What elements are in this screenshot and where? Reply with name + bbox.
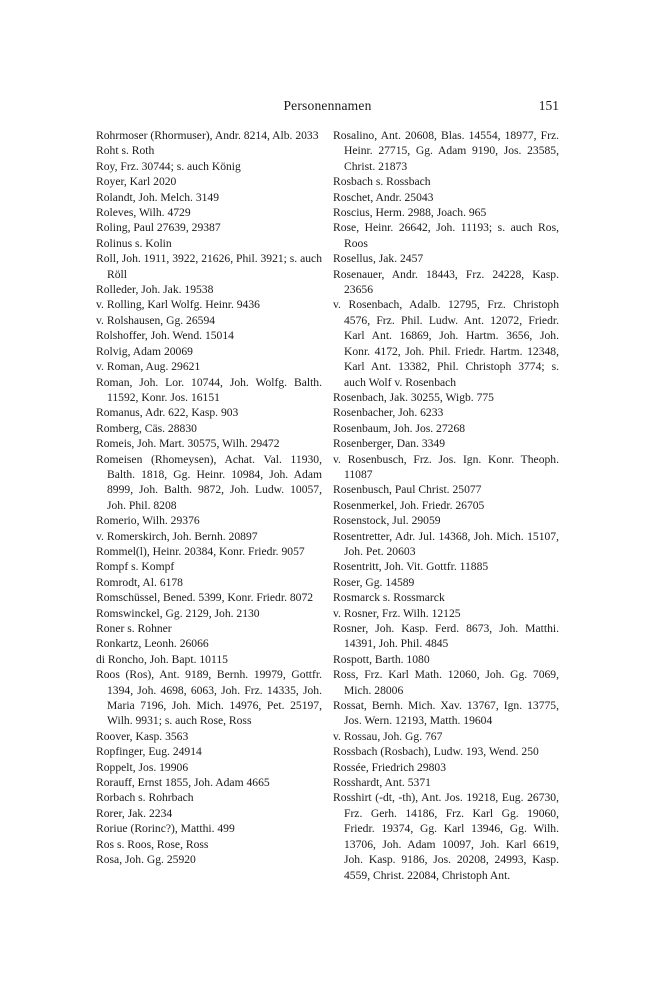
index-entry: v. Rolling, Karl Wolfg. Heinr. 9436 <box>96 298 260 312</box>
index-entry: Rossbach (Rosbach), Ludw. 193, Wend. 250 <box>333 745 539 759</box>
index-entry: di Roncho, Joh. Bapt. 10115 <box>96 652 228 666</box>
index-entry: Rose, Heinr. 26642, Joh. 11193; s. auch Ros, Roos <box>333 221 559 250</box>
index-entry: v. Romerskirch, Joh. Bernh. 20897 <box>96 529 258 543</box>
index-entry: Rosa, Joh. Gg. 25920 <box>96 853 196 867</box>
index-entry: Ros s. Roos, Rose, Ross <box>96 837 209 851</box>
index-entry: Rommel(l), Heinr. 20384, Konr. Friedr. 9057 <box>96 544 305 558</box>
index-entry: Rosenberger, Dan. 3349 <box>333 437 446 451</box>
index-entry: Roover, Kasp. 3563 <box>96 729 189 743</box>
index-entry: Rorauff, Ernst 1855, Joh. Adam 4665 <box>96 776 270 790</box>
index-entry: v. Rolshausen, Gg. 26594 <box>96 313 216 327</box>
index-entry: Rossat, Bernh. Mich. Xav. 13767, Ign. 13775, Jos. Wern. 12193, Matth. 19604 <box>333 699 559 728</box>
index-entry: Rosenbacher, Joh. 6233 <box>333 406 444 420</box>
index-entry: Rosenbach, Jak. 30255, Wigb. 775 <box>333 390 494 404</box>
index-entry: Rosentretter, Adr. Jul. 14368, Joh. Mich. 15107, Joh. Pet. 20603 <box>333 529 559 558</box>
index-entry: Roman, Joh. Lor. 10744, Joh. Wolfg. Balth. 11592, Konr. Jos. 16151 <box>96 375 322 404</box>
index-entry: Rorer, Jak. 2234 <box>96 806 173 820</box>
index-entry: Rosshardt, Ant. 5371 <box>333 776 431 790</box>
index-entry: Ropfinger, Eug. 24914 <box>96 745 202 759</box>
index-entry: Romberg, Cäs. 28830 <box>96 421 197 435</box>
page-header <box>96 98 559 118</box>
index-entry: Rompf s. Kompf <box>96 560 175 574</box>
index-entry: Rolleder, Joh. Jak. 19538 <box>96 283 214 297</box>
index-entry: v. Roman, Aug. 29621 <box>96 360 201 374</box>
index-entry: Rosner, Joh. Kasp. Ferd. 8673, Joh. Matthi. 14391, Joh. Phil. 4845 <box>333 622 559 651</box>
index-entry: Royer, Karl 2020 <box>96 175 177 189</box>
index-entry: Rosenstock, Jul. 29059 <box>333 514 441 528</box>
index-entry: Rosshirt (-dt, -th), Ant. Jos. 19218, Eug. 26730, Frz. Gerh. 14186, Frz. Karl Gg. 19060, Friedr. 19374, Gg. Karl 13946, Gg. Wilh. 13706, Joh. Adam 10097, Joh. Karl 6619, Joh. Kasp. 9186, Jos. 20208, 24993, Kasp. 4559, Christ. 22084, Christoph Ant. <box>333 791 559 882</box>
index-entry: Roscius, Herm. 2988, Joach. 965 <box>333 206 487 220</box>
index-entry: Rospott, Barth. 1080 <box>333 652 430 666</box>
index-entry: Roht s. Roth <box>96 144 155 158</box>
index-entry: Romeisen (Rhomeysen), Achat. Val. 11930, Balth. 1818, Gg. Heinr. 10984, Joh. Adam 8999, Joh. Balth. 9872, Joh. Ludw. 10057, Joh. Phil. 8208 <box>96 452 322 512</box>
page-number: 151 <box>538 98 559 113</box>
index-entry: Roling, Paul 27639, 29387 <box>96 221 221 235</box>
index-entry: Rohrmoser (Rhormuser), Andr. 8214, Alb. 2033 <box>96 129 319 142</box>
index-entry: Roriue (Rorinc?), Matthi. 499 <box>96 822 235 836</box>
index-entry: Romanus, Adr. 622, Kasp. 903 <box>96 406 239 420</box>
index-entry: Rosenmerkel, Joh. Friedr. 26705 <box>333 498 485 512</box>
index-entry: Ross, Frz. Karl Math. 12060, Joh. Gg. 7069, Mich. 28006 <box>333 668 559 697</box>
index-entry: Ronkartz, Leonh. 26066 <box>96 637 209 651</box>
index-column-right <box>333 128 559 883</box>
index-entry: Romeis, Joh. Mart. 30575, Wilh. 29472 <box>96 437 280 451</box>
index-entry: Roschet, Andr. 25043 <box>333 190 434 204</box>
index-entry: Rosentritt, Joh. Vit. Gottfr. 11885 <box>333 560 489 574</box>
index-entry: Roner s. Rohner <box>96 622 172 635</box>
index-entry: Rolshoffer, Joh. Wend. 15014 <box>96 329 234 343</box>
index-entry: Rosenbusch, Paul Christ. 25077 <box>333 483 482 497</box>
index-entry: Rosalino, Ant. 20608, Blas. 14554, 18977, Frz. Heinr. 27715, Gg. Adam 9190, Jos. 23585, Christ. 21873 <box>333 129 559 173</box>
index-entry: Romrodt, Al. 6178 <box>96 575 183 589</box>
index-entry: Rolinus s. Kolin <box>96 236 172 250</box>
index-entry: Rolvig, Adam 20069 <box>96 344 193 358</box>
index-entry: Roos (Ros), Ant. 9189, Bernh. 19979, Gottfr. 1394, Joh. 4698, 6063, Joh. Frz. 14335, Joh. Maria 7196, Joh. Mich. 14976, Pet. 25197, Wilh. 9931; s. auch Rose, Ross <box>96 668 322 728</box>
index-entry: Romschüssel, Bened. 5399, Konr. Friedr. 8072 <box>96 591 314 605</box>
index-entry: Romerio, Wilh. 29376 <box>96 514 200 528</box>
index-entry: Roy, Frz. 30744; s. auch König <box>96 159 241 173</box>
index-entry: Romswinckel, Gg. 2129, Joh. 2130 <box>96 606 260 620</box>
index-entry: v. Rosenbusch, Frz. Jos. Ign. Konr. Theoph. 11087 <box>333 452 559 481</box>
index-entry: Rosenbaum, Joh. Jos. 27268 <box>333 421 466 435</box>
index-column-left <box>96 128 322 868</box>
index-entry: Roll, Joh. 1911, 3922, 21626, Phil. 3921; s. auch Röll <box>96 252 322 281</box>
index-entry: Roser, Gg. 14589 <box>333 575 415 589</box>
index-entry: Rosellus, Jak. 2457 <box>333 252 424 266</box>
index-entry: v. Rosner, Frz. Wilh. 12125 <box>333 606 461 620</box>
index-entry: Rorbach s. Rohrbach <box>96 791 194 805</box>
index-entry: Rossée, Friedrich 29803 <box>333 760 447 774</box>
index-entry: Rosenauer, Andr. 18443, Frz. 24228, Kasp. 23656 <box>333 267 559 297</box>
index-entry: v. Rossau, Joh. Gg. 767 <box>333 729 443 743</box>
index-entry: Rolandt, Joh. Melch. 3149 <box>96 190 220 204</box>
index-entry: Roppelt, Jos. 19906 <box>96 760 189 774</box>
index-entry: Roleves, Wilh. 4729 <box>96 206 191 220</box>
page-title: Personennamen <box>283 98 372 113</box>
index-entry: v. Rosenbach, Adalb. 12795, Frz. Christoph 4576, Frz. Phil. Ludw. Ant. 12072, Friedr. Karl Ant. 16869, Joh. Hartm. 3656, Joh. Konr. 4172, Joh. Phil. Friedr. Hartm. 12348, Karl Ant. 13382, Phil. Christoph 3774; s. auch Wolf v. Rosenbach <box>333 298 559 389</box>
index-entry: Rosbach s. Rossbach <box>333 175 431 189</box>
index-entry: Rosmarck s. Rossmarck <box>333 591 445 605</box>
